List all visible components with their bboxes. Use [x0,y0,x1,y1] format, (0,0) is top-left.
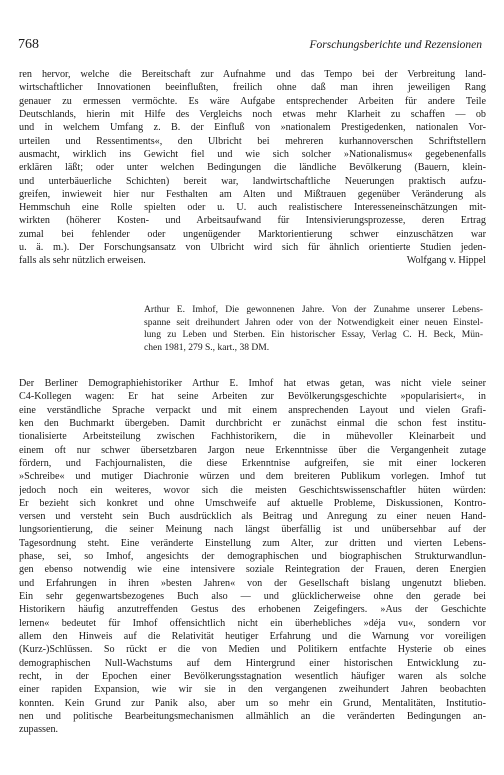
text-line: Ein sehr gegenwartsbezogenes Buch also — und glücklicherweise ohne den gerade bei [19,591,486,602]
text-line: allem den Hinweis auf die Relativität heutiger Erfahrung und die Warnung vor voreiligen [19,630,486,642]
text-line: versen und versteht sein Buch ausdrücklich als Beitrag und Anregung zu einer neuen Hand- [19,511,486,523]
text-line: und in welchem Umfang z. B. der Einfluß von »nationalem Prestigedenken, nationalen Vor- [19,122,486,134]
text-line: ausmacht, wirklich ins Gewicht fiel und wie sich solcher »Nationalismus« gegebenenfalls [19,148,486,160]
text-line: »Schreibe« und mutiger Diachronie würzen und dem breiteren Publikum vorlegen. Imhof tut [19,471,486,483]
text-line: (Kurz-)Schlüssen. So rückt er die von Medien und Politikern entfachte Hysterie ob eines [19,644,486,656]
text-line: Historikern häufig anzutreffenden Gestus des erhobenen Zeigefingers. »Aus der Geschichte [19,604,486,616]
text-line: u. ä. m.). Der Forschungsansatz von Ulbricht wird sich für ähnlich orientierte Studien jeden- [19,242,486,254]
text-line: konnten. Kein Grund zur Panik also, aber um so mehr ein Grund, Mentalitäten, Institutio- [19,697,486,709]
reviewer-signature: Wolfgang v. Hippel [406,255,486,267]
text-line: lungsorientierung, die seiner Meinung nach längst überfällig ist und unübersehbar auf der [19,524,486,536]
text-line: greifen, inwieweit hier nur Festhalten am Alten und Mißtrauen gegenüber Veränderung als [19,188,486,200]
text-line: falls als sehr nützlich erweisen. [19,255,146,267]
text-line: recht, in der Epochen einer Bevölkerungsstagnation wesentlich häufiger waren als solche [19,670,486,682]
text-line: einer rapiden Expansion, wie wir sie in den vergangenen zweihundert Jahren beobachten [19,684,486,696]
text-line: erklären läßt; oder unter welchen Bedingungen die ländliche Bevölkerung (Bauern, klein- [19,162,486,174]
text-line: einem oft nur schwer übersetzbaren Jargon neue Erkenntnisse über die Vergangenheit zutage [19,444,486,456]
text-line: tionalisierte Arbeitsteilung zwischen Fachhistorikern, die in mühevoller Kleinarbeit und [19,431,486,443]
final-line-with-signature [19,254,486,267]
reference-line: lung zu Leben und Sterben. Ein historischer Essay, Verlag C. H. Beck, Mün- [144,329,483,341]
text-line: lernen« bedeutet für Imhof offensichtlich nicht ein überhebliches »déja vu«, sondern vor [19,617,486,629]
text-line: wirtschaftlicher Innovationen beeinflußten, freilich ohne daß man ihren jeweiligen Rang [19,82,486,94]
review-2-reference [144,304,483,355]
page-number: 768 [18,37,39,52]
text-line: genauer zu ermessen vermöchte. Es wäre Aufgabe entsprechender Arbeiten für andere Teile [19,95,486,107]
text-line: Deutschlands, hierin mit Hilfe des Vergleichs noch etwas mehr Klarheit zu schaffen — ob [19,108,486,120]
text-line: fördern, und Fachjournalisten, die diese Erkenntnise aufgreifen, sie mit einer lockeren [19,457,486,469]
running-head: Forschungsberichte und Rezensionen [309,39,482,51]
text-line: Der Berliner Demographiehistoriker Arthur E. Imhof hat etwas getan, was nicht viele seiner [19,378,486,389]
text-line: C4-Kollegen wagen: Er hat seine Arbeiten zur Bevölkerungsgeschichte »popularisiert«, in [19,391,486,403]
text-line: zumal bei fehlender oder ungenügender Marktorientierung schwer einzuschätzen war [19,228,486,240]
reference-line: chen 1981, 279 S., kart., 38 DM. [144,342,270,354]
text-line: und unterbäuerliche Schichten) bereit war, landwirtschaftliche Neuerungen praktisch aufzu- [19,175,486,187]
text-line: urteilen und Ressentiments«, den Ulbricht bei mehreren kurhannoverschen Schriftstellern [19,135,486,147]
text-line: ren hervor, welche die Bereitschaft zur Aufnahme und das Tempo bei der Verbreitung land- [19,69,486,80]
review-1-text [19,68,486,268]
text-line: Hemmschuh eine Rolle spielten oder u. U. auch realistischere Interesseneinschätzungen mit- [19,202,486,214]
text-line: eine verständliche Sprache verpackt und mit einem ansprechenden Layout und vielen Grafi- [19,404,486,416]
text-line: gen ebenso notwendig wie eine intensivere soziale Reintegration der Frauen, deren Energien [19,564,486,576]
review-2-text [19,377,486,736]
text-line: jedoch noch ein weiteres, wovor sich die meisten Geschichtswissenschaftler hüten würden: [19,484,486,496]
text-line: nen und politische Bearbeitungsmechanismen allmählich an die veränderten Bedingungen an- [19,710,486,722]
text-line: Er bezieht sich konkret und ohne Umschweife auf aktuelle Probleme, Diskussionen, Kontro- [19,497,486,509]
text-line: demographischen Null-Wachstums auf dem Hintergrund einer historischen Entwicklung zu- [19,657,486,669]
text-line: phase, sei, so Imhof, angesichts der demographischen und biographischen Strukturwandlun- [19,551,486,563]
text-line: Tagesordnung steht. Eine veränderte Einstellung zum Alter, zur dritten und vierten Lebens- [19,537,486,549]
text-line: und Erfahrungen in ihren »besten Jahren« von der Gesellschaft bislang ungenutzt blieben. [19,577,486,589]
text-line: zupassen. [19,724,59,736]
text-line: wirkten (höherer Kosten- und Arbeitsaufwand für Intensivierungsprozesse, deren Ertrag [19,215,486,227]
text-line: ken den Buchmarkt übergeben. Damit durchbricht er zunächst einmal die schon fest institu- [19,417,486,429]
reference-line: spanne seit dreihundert Jahren oder von der Notwendigkeit einer neuen Einstel- [144,316,483,328]
reference-line: Arthur E. Imhof, Die gewonnenen Jahre. Von der Zunahme unserer Lebens- [144,304,483,315]
